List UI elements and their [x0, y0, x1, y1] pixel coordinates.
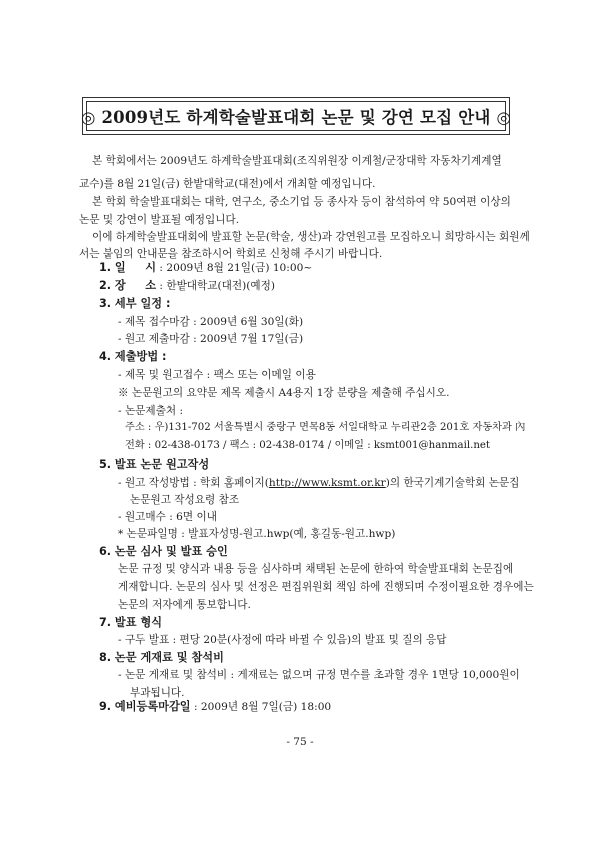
writing-method	[118, 476, 519, 490]
fee-line-1: - 논문 게재료 및 참석비 : 게재료는 없으며 규정 면수를 초과할 경우 1면당 10,000원이	[118, 669, 520, 681]
section-5-heading: 5. 발표 논문 원고작성	[99, 458, 210, 471]
title-frame	[82, 97, 510, 135]
schedule-item-1: - 제목 접수마감 : 2009년 6월 30일(화)	[118, 316, 304, 328]
submission-address: 주소 : 우)131-702 서울특별시 중랑구 면목8동 서일대학교 누리관2층 201호 자동차과 內	[125, 422, 526, 433]
fee-line-2: 부과됩니다.	[130, 687, 185, 699]
submission-note: ※ 논문원고의 요약문 제목 제출시 A4용지 1장 분량을 제출해 주십시오.	[118, 387, 450, 399]
presentation-format: - 구두 발표 : 편당 20분(사정에 따라 바뀔 수 있음)의 발표 및 질의 응답	[118, 634, 447, 646]
submission-destination: - 논문제출처 :	[118, 405, 184, 417]
intro-line-2: 교수)를 8월 21일(금) 한밭대학교(대전)에서 개최할 예정입니다.	[79, 178, 376, 190]
section-3-heading: 3. 세부 일정 :	[99, 297, 171, 310]
submission-contact: 전화 : 02-438-0173 / 팩스 : 02-438-0174 / 이메일 : ksmt001@hanmail.net	[125, 440, 491, 451]
section-8-heading: 8. 논문 게재료 및 참석비	[99, 651, 224, 664]
filename-rule: * 논문파일명 : 발표자성명-원고.hwp(예, 홍길동-원고.hwp)	[118, 528, 396, 540]
intro-line-1: 본 학회에서는 2009년도 하계학술발표대회(조직위원장 이계철/군장대학 자동차기계계열	[92, 155, 502, 167]
review-line-1: 논문 규정 및 양식과 내용 등을 심사하며 채택된 논문에 한하여 학술발표대회 논문집에	[118, 563, 514, 575]
page-title: ◎ 2009년도 하계학술발표대회 논문 및 강연 모집 안내 ◎	[80, 108, 512, 127]
submission-method: - 제목 및 원고접수 : 팩스 또는 이메일 이용	[118, 369, 316, 381]
intro-line-6: 서는 붙임의 안내문을 참조하시어 학회로 신청해 주시기 바랍니다.	[79, 248, 383, 260]
section-9-registration	[99, 700, 331, 714]
section-9-value: : 2009년 8월 7일(금) 18:00	[190, 701, 332, 713]
section-1-value: : 2009년 8월 21일(금) 10:00~	[156, 262, 313, 274]
writing-method-suffix: )의 한국기계기술학회 논문집	[385, 477, 520, 489]
section-2-venue	[99, 279, 275, 293]
intro-line-5: 이에 하계학술발표대회에 발표할 논문(학술, 생산)과 강연원고를 모집하오니 희망하시는 회원께	[92, 231, 530, 243]
review-line-3: 논문의 저자에게 통보합니다.	[118, 599, 251, 611]
section-9-label: 9. 예비등록마감일	[99, 700, 191, 713]
page-number: - 75 -	[286, 736, 314, 748]
homepage-link[interactable]: http://www.ksmt.or.kr	[268, 477, 386, 489]
page-limit: - 원고매수 : 6면 이내	[118, 511, 217, 523]
section-6-heading: 6. 논문 심사 및 발표 승인	[99, 545, 228, 558]
section-2-value: : 한밭대학교(대전)(예정)	[156, 280, 275, 292]
intro-line-3: 본 학회 학술발표대회는 대학, 연구소, 중소기업 등 종사자 등이 참석하여 약 50여편 이상의	[92, 196, 511, 208]
schedule-item-2: - 원고 제출마감 : 2009년 7월 17일(금)	[118, 333, 304, 345]
section-1-date	[99, 261, 312, 275]
section-4-heading: 4. 제출방법 :	[99, 350, 167, 363]
title-inner-frame	[80, 101, 512, 131]
section-1-label: 1. 일 시	[99, 261, 157, 274]
review-line-2: 게재합니다. 논문의 심사 및 선정은 편집위원회 책임 하에 진행되며 수정이필요한 경우에는	[118, 581, 534, 593]
writing-method-prefix: - 원고 작성방법 : 학회 홈페이지(	[118, 477, 269, 489]
section-2-label: 2. 장 소	[99, 279, 157, 292]
writing-guide-ref: 논문원고 작성요령 참조	[130, 494, 240, 506]
section-7-heading: 7. 발표 형식	[99, 616, 163, 629]
intro-line-4: 논문 및 강연이 발표될 예정입니다.	[79, 214, 240, 226]
